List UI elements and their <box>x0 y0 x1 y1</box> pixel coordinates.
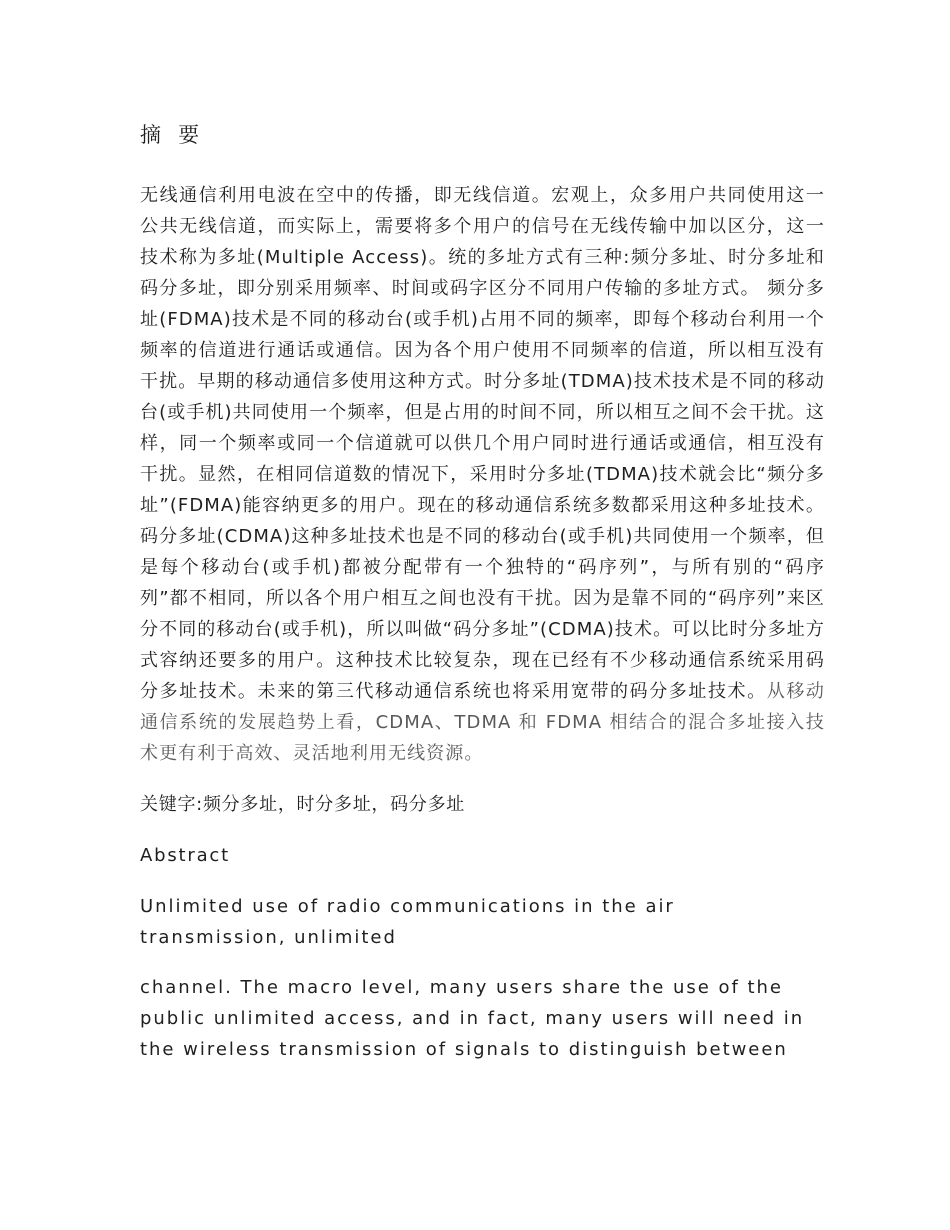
abstract-body-zh-tail: 从移动通信系统的发展趋势上看，CDMA、TDMA 和 FDMA 相结合的混合多址接入技术更有利于高效、灵活地利用无线资源。 <box>140 681 825 764</box>
abstract-heading-en: Abstract <box>140 845 230 866</box>
keywords-line: 关键字:频分多址，时分多址，码分多址 <box>140 794 466 815</box>
abstract-body-zh-main: 无线通信利用电波在空中的传播，即无线信道。宏观上，众多用户共同使用这一公共无线信道，而实际上，需要将多个用户的信号在无线传输中加以区分，这一技术称为多址(Multiple Access)。统的多址方式有三种:频分多址、时分多址和码分多址，即分别采用频率、时间或码字区分不同用户传输的多址方式。 频分多址(FDMA)技术是不同的移动台(或手机)占用不同的频率，即每个移动台利用一个频率的信道进行通话或通信。因为各个用户使用不同频率的信道，所以相互没有干扰。早期的移动通信多使用这种方式。时分多址(TDMA)技术技术是不同的移动台(或手机)共同使用一个频率，但是占用的时间不同，所以相互之间不会干扰。这样，同一个频率或同一个信道就可以供几个用户同时进行通话或通信，相互没有干扰。显然，在相同信道数的情况下，采用时分多址(TDMA)技术就会比“频分多址”(FDMA)能容纳更多的用户。现在的移动通信系统多数都采用这种多址技术。码分多址(CDMA)这种多址技术也是不同的移动台(或手机)共同使用一个频率，但是每个移动台(或手机)都被分配带有一个独特的“码序列”，与所有别的“码序列”都不相同，所以各个用户相互之间也没有干扰。因为是靠不同的“码序列”来区分不同的移动台(或手机)，所以叫做“码分多址”(CDMA)技术。可以比时分多址方式容纳还要多的用户。这种技术比较复杂，现在已经有不少移动通信系统采用码分多址技术。未来的第三代移动通信系统也将采用宽带的码分多址技术。 <box>140 185 825 702</box>
abstract-body-zh <box>140 180 825 769</box>
abstract-body-en-paragraph-2: channel. The macro level, many users share the use of the public unlimited access, and in fact, many users will need in the wireless transmission of signals to distinguish between <box>140 977 805 1060</box>
document-page <box>140 118 825 1065</box>
abstract-heading-zh: 摘 要 <box>140 123 205 147</box>
abstract-body-en-paragraph-1: Unlimited use of radio communications in the air transmission, unlimited <box>140 896 675 948</box>
